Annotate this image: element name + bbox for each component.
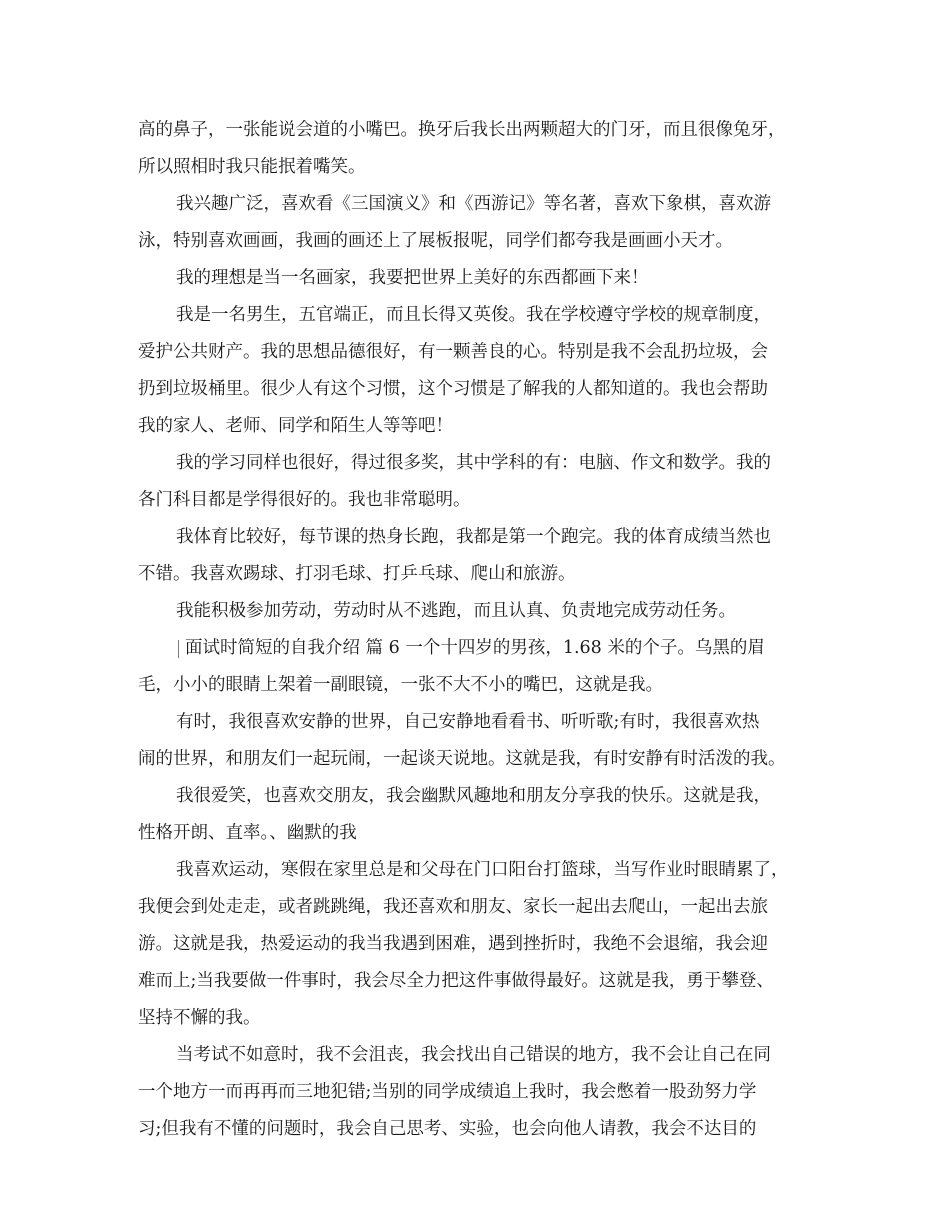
text-line xyxy=(138,408,828,445)
text-line xyxy=(138,260,828,297)
text-line-content: 闹的世界，和朋友们一起玩闹，一起谈天说地。这就是我，有时安静有时活泼的我。 xyxy=(138,749,786,769)
text-line xyxy=(138,889,828,926)
text-line-content: 我体育比较好，每节课的热身长跑，我都是第一个跑完。我的体育成绩当然也 xyxy=(176,527,771,547)
text-line xyxy=(138,223,828,260)
text-line-content: 有时，我很喜欢安静的世界，自己安静地看看书、听听歌;有时，我很喜欢热 xyxy=(176,712,760,732)
text-line-content: 坚持不懈的我。 xyxy=(138,1008,261,1028)
text-line xyxy=(138,741,828,778)
text-line xyxy=(138,815,828,852)
text-line xyxy=(138,186,828,223)
text-line xyxy=(138,704,828,741)
text-line-content: 我很爱笑，也喜欢交朋友，我会幽默风趣地和朋友分享我的快乐。这就是我， xyxy=(176,786,771,806)
text-line xyxy=(138,667,828,704)
text-line xyxy=(138,149,828,186)
text-line xyxy=(138,963,828,1000)
text-line xyxy=(138,926,828,963)
text-line xyxy=(138,297,828,334)
text-line-content: 各门科目都是学得很好的。我也非常聪明。 xyxy=(138,490,471,510)
text-line-content: 习;但我有不懂的问题时，我会自己思考、实验，也会向他人请教，我会不达目的 xyxy=(138,1119,757,1139)
text-line xyxy=(138,519,828,556)
text-line-content: 不错。我喜欢踢球、打羽毛球、打乒乓球、爬山和旅游。 xyxy=(138,564,576,584)
text-line-content: 我是一名男生，五官端正，而且长得又英俊。我在学校遵守学校的规章制度， xyxy=(176,305,771,325)
text-line-content: 我的家人、老师、同学和陌生人等等吧！ xyxy=(138,416,453,436)
text-line xyxy=(138,334,828,371)
text-line xyxy=(138,852,828,889)
text-line-content: 高的鼻子，一张能说会道的小嘴巴。换牙后我长出两颗超大的门牙，而且很像兔牙， xyxy=(138,120,786,140)
text-line-content: 扔到垃圾桶里。很少人有这个习惯，这个习惯是了解我的人都知道的。我也会帮助 xyxy=(138,379,768,399)
text-line xyxy=(138,1037,828,1074)
text-line-content: 毛，小小的眼睛上架着一副眼镜，一张不大不小的嘴巴，这就是我。 xyxy=(138,675,663,695)
text-line xyxy=(138,112,828,149)
text-line-content: 我能积极参加劳动，劳动时从不逃跑，而且认真、负责地完成劳动任务。 xyxy=(176,601,736,621)
text-line-content: 我的学习同样也很好，得过很多奖，其中学科的有：电脑、作文和数学。我的 xyxy=(176,453,771,473)
text-line xyxy=(138,1111,828,1148)
text-line xyxy=(138,778,828,815)
document-body xyxy=(138,112,828,1148)
text-line xyxy=(138,1074,828,1111)
text-cursor xyxy=(178,640,179,658)
text-line-content: 所以照相时我只能抿着嘴笑。 xyxy=(138,157,366,177)
text-line xyxy=(138,593,828,630)
text-line-content: 当考试不如意时，我不会沮丧，我会找出自己错误的地方，我不会让自己在同 xyxy=(176,1045,771,1065)
text-line xyxy=(138,371,828,408)
text-line-content: 我兴趣广泛，喜欢看《三国演义》和《西游记》等名著，喜欢下象棋，喜欢游 xyxy=(176,194,771,214)
text-line-content: 泳，特别喜欢画画，我画的画还上了展板报呢，同学们都夸我是画画小天才。 xyxy=(138,231,733,251)
text-line xyxy=(138,1000,828,1037)
text-line-content: 爱护公共财产。我的思想品德很好，有一颗善良的心。特别是我不会乱扔垃圾，会 xyxy=(138,342,768,362)
text-line xyxy=(138,556,828,593)
text-line-content: 我便会到处走走，或者跳跳绳，我还喜欢和朋友、家长一起出去爬山，一起出去旅 xyxy=(138,897,768,917)
text-line-content: 游。这就是我，热爱运动的我当我遇到困难，遇到挫折时，我绝不会退缩，我会迎 xyxy=(138,934,768,954)
text-line-content: 一个地方一而再再而三地犯错;当别的同学成绩追上我时，我会憋着一股劲努力学 xyxy=(138,1082,757,1102)
text-line-content: 性格开朗、直率。、幽默的我 xyxy=(138,823,357,843)
text-line-content: 难而上;当我要做一件事时，我会尽全力把这件事做得最好。这就是我，勇于攀登、 xyxy=(138,971,774,991)
text-line xyxy=(138,445,828,482)
text-line-content: 面试时简短的自我介绍 篇 6 一个十四岁的男孩，1.68 米的个子。乌黑的眉 xyxy=(185,638,765,658)
text-line xyxy=(138,482,828,519)
text-line xyxy=(138,630,828,667)
text-line-content: 我的理想是当一名画家，我要把世界上美好的东西都画下来！ xyxy=(176,268,649,288)
text-line-content: 我喜欢运动，寒假在家里总是和父母在门口阳台打篮球，当写作业时眼睛累了， xyxy=(176,860,789,880)
